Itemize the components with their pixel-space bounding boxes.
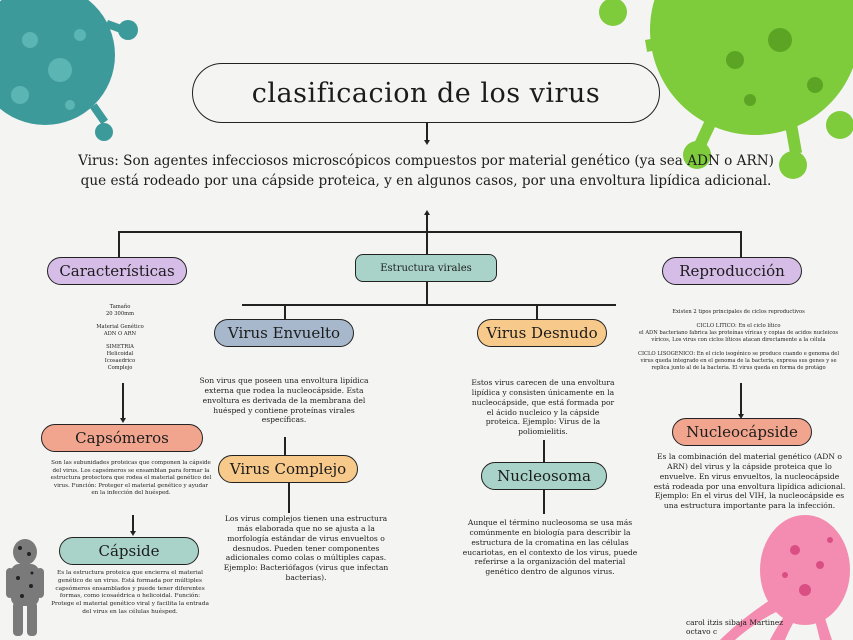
body-line: ADN O ARN <box>103 331 137 338</box>
body-line: Helicoidal <box>106 351 134 358</box>
node-complejo <box>218 455 358 483</box>
connector <box>543 440 545 462</box>
connector <box>242 304 616 306</box>
node-label: Reproducción <box>679 262 785 280</box>
arrow-icon <box>120 418 126 423</box>
page-title: clasificacion de los virus <box>251 77 601 109</box>
connector <box>536 304 538 319</box>
node-reproduccion <box>662 257 802 285</box>
connector <box>426 214 428 257</box>
node-nucleocapside <box>672 418 812 446</box>
node-label: Virus Complejo <box>229 460 347 478</box>
node-nucleosoma <box>481 462 607 490</box>
node-label: Nucleosoma <box>497 467 591 485</box>
body-line: Tamaño <box>109 304 131 310</box>
nucleocapside-body: Es la combinación del material genético (ADN o ARN) del virus y la cápside proteica que lo envuelve. En virus envueltos, la nucleocápside está rodeada por una envoltura lipídica adicional. Ejemplo: En el virus del VIH, la nucleocápside es una estructura importante para la infección. <box>653 452 846 511</box>
teal-virus-illustration <box>0 0 150 150</box>
connector <box>284 437 286 456</box>
definition-text: Virus: Son agentes infecciosos microscópicos compuestos por material genético (ya sea ADN o ARN) que está rodeado por una cápside proteica, y en algunos casos, por una envoltura lipídica adicional. <box>78 153 774 190</box>
connector <box>284 304 286 319</box>
connector <box>132 515 134 532</box>
body-line: Icosaedrico <box>104 358 136 365</box>
node-desnudo <box>477 319 607 347</box>
author-credit <box>686 619 806 637</box>
node-capsomeros <box>41 424 203 452</box>
arrow-icon <box>130 531 136 536</box>
node-caracteristicas <box>47 257 187 285</box>
caracteristicas-body <box>80 304 160 372</box>
connector <box>288 483 290 513</box>
body-line: el ADN bacteriano fabrica las proteínas víricas y copias de acidos nucleicos víricos, Los virus con ciclos líticos atacan directamente a la célula <box>638 330 839 344</box>
node-label: Características <box>59 262 175 280</box>
body-line: Complejo <box>107 365 133 372</box>
node-label: Estructura virales <box>380 262 472 274</box>
desnudo-body: Estos virus carecen de una envoltura lipídica y consisten únicamente en la nucleocápside, que está formada por el ácido nucleico y la cápside proteica. Ejemplo: Virus de la poliomielitis. <box>471 378 615 437</box>
author-name: carol itzis sibaja Martinez <box>686 618 784 627</box>
node-label: Cápside <box>98 542 160 560</box>
connector <box>740 231 742 258</box>
capsomeros-body: Son las subunidades proteicas que componen la cápside del virus. Los capsómeros se ensamblan para formar la estructura protectora que rodea el material genético del virus. Función: Proteger el material genético y ayudar en la infección del huésped. <box>50 460 212 497</box>
body-line: 20 300mm <box>106 311 134 318</box>
body-line: Material Genético <box>96 324 144 331</box>
connector <box>122 383 124 419</box>
author-grade: octavo c <box>686 626 718 636</box>
nucleosoma-body: Aunque el término nucleosoma se usa más comúnmente en biología para describir la estructura de la cromatina en las células eucariotas, en el contexto de los virus, puede referirse a la organización del material genético dentro de algunos virus. <box>462 518 638 577</box>
envuelto-body: Son virus que poseen una envoltura lipídica externa que rodea la nucleocápside. Esta envoltura es derivada de la membrana del huésped y contiene proteínas virales específicas. <box>199 376 369 425</box>
node-label: Nucleocápside <box>686 423 798 441</box>
node-label: Capsómeros <box>75 429 169 447</box>
node-envuelto <box>214 319 354 347</box>
node-estructura <box>355 254 497 282</box>
complejo-body: Los virus complejos tienen una estructura más elaborada que no se ajusta a la morfología estándar de virus envueltos o desnudos. Pueden tener componentes adicionales como colas o múltiples capas. Ejemplo: Bacteriófagos (virus que infectan bacterias). <box>223 514 389 583</box>
node-label: Virus Envuelto <box>227 324 341 342</box>
body-line: SIMETRIA <box>106 344 134 351</box>
arrow-icon <box>424 140 430 145</box>
body-line: Existen 2 tipos principales de ciclos reproductivos <box>672 309 805 315</box>
connector <box>543 490 545 514</box>
reproduccion-body <box>636 309 841 372</box>
connector <box>118 231 120 258</box>
capside-body: Es la estructura proteica que encierra el material genético de un virus. Está formada por múltiples capsómeros ensamblados y puede tener diferentes formas, como icosaédrica o helicoidal. Función: Protege el material genético viral y facilita la entrada del virus en las células huésped. <box>51 570 209 616</box>
connector <box>426 123 428 141</box>
astronaut-figure-illustration <box>6 538 44 638</box>
node-capside <box>59 537 199 565</box>
connector <box>426 282 428 304</box>
body-line: CICLO LITICO: En el ciclo lítico <box>696 323 781 330</box>
title-box <box>192 63 660 123</box>
node-label: Virus Desnudo <box>486 324 598 342</box>
connector <box>740 383 742 416</box>
connector <box>118 231 741 233</box>
body-line: CICLO LISOGENICO: En el ciclo isogénico se produce cuando e genoma del virus queda integrado en el genoma de la bacteria, expresa sus genes y se replica junto al de la bacteria. El virus queda en forma de protágo <box>638 351 839 372</box>
